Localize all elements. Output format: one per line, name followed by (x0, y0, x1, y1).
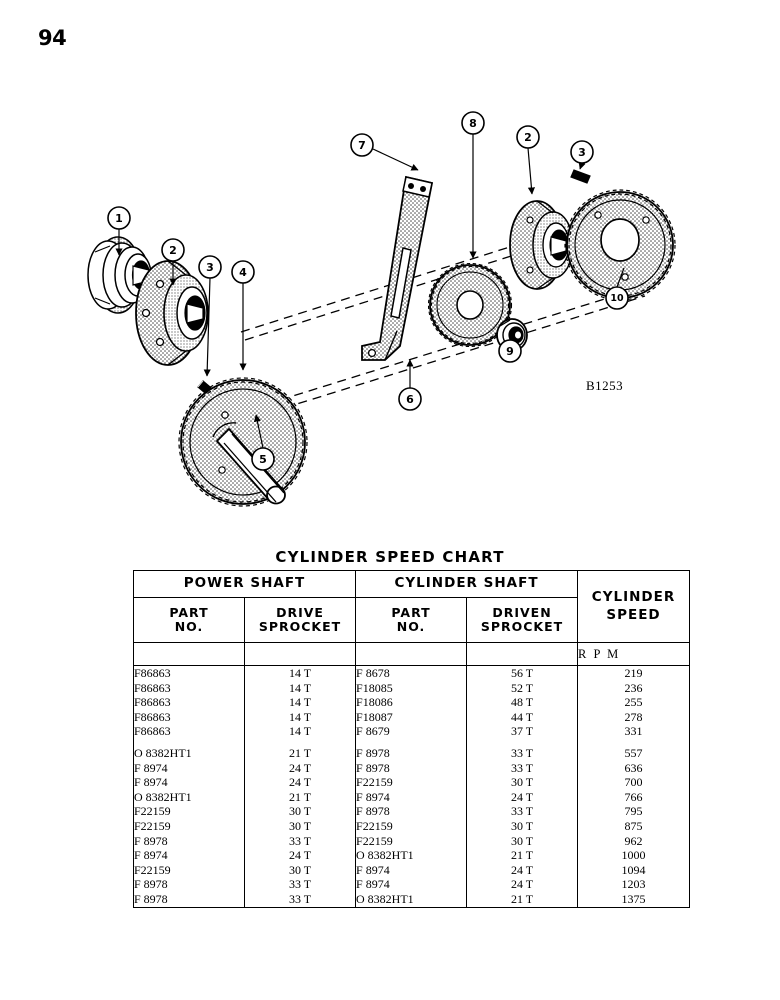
cell-rpm: 1203 (621, 877, 646, 892)
cell-power_part: F 8978 (134, 877, 168, 892)
row-spacer (578, 739, 689, 746)
cell-cylinder_part: F22159 (356, 818, 393, 833)
cell-cylinder_part: F 8974 (356, 789, 390, 804)
cell-rpm: 219 (624, 666, 643, 680)
cell-drive_sprocket: 24 T (288, 775, 312, 790)
cell-driven_sprocket: 48 T (510, 695, 534, 710)
cell-drive_sprocket: 30 T (288, 862, 312, 877)
header-power-shaft: POWER SHAFT (134, 571, 356, 598)
header-spacer-4 (467, 643, 578, 666)
cell-drive_sprocket: 33 T (288, 877, 312, 892)
callout-2b (517, 126, 539, 148)
cylinder-speed-chart-table (133, 570, 690, 908)
cell-driven_sprocket: 24 T (510, 877, 534, 892)
callout-label-8: 8 (469, 117, 477, 130)
cell-driven_sprocket: 56 T (510, 666, 534, 680)
header-cylinder-part-line2: NO. (396, 619, 426, 634)
callout-label-1: 1 (115, 212, 123, 225)
cell-power_part: O 8382HT1 (134, 789, 192, 804)
callout-label-6: 6 (406, 393, 414, 406)
cell-power_part: F86863 (134, 724, 171, 739)
cell-cylinder_part: F 8678 (356, 666, 390, 680)
header-cylinder-speed-line1: CYLINDER (591, 588, 676, 605)
cell-drive_sprocket: 21 T (288, 745, 312, 760)
idler-arm-part7 (362, 177, 432, 360)
cell-driven_sprocket: 21 T (510, 848, 534, 863)
cell-cylinder_part: O 8382HT1 (356, 848, 414, 863)
callout-label-3: 3 (206, 261, 214, 274)
header-spacer-2 (245, 643, 356, 666)
cell-cylinder_part: F 8679 (356, 724, 390, 739)
cell-power_part: F86863 (134, 709, 171, 724)
cell-rpm: 278 (624, 709, 643, 724)
table-data-block (134, 666, 690, 908)
cell-power_part: F22159 (134, 862, 171, 877)
cell-power_part: F 8974 (134, 760, 168, 775)
cell-rpm: 1375 (621, 891, 646, 906)
cell-driven_sprocket: 33 T (510, 804, 534, 819)
figure-reference: B1253 (586, 378, 624, 393)
cell-cylinder_part: F 8978 (356, 745, 390, 760)
callout-label-5: 5 (259, 453, 267, 466)
callout-1 (108, 207, 130, 229)
cell-power_part: F86863 (134, 680, 171, 695)
cell-drive_sprocket: 30 T (288, 818, 312, 833)
callout-label-7: 7 (358, 139, 366, 152)
cell-driven_sprocket: 30 T (510, 833, 534, 848)
callout-3b (571, 141, 593, 163)
cell-cylinder_part: F18085 (356, 680, 393, 695)
cell-cylinder_part: F 8974 (356, 877, 390, 892)
cell-rpm: 1000 (621, 848, 646, 863)
header-power-part-line1: PART (169, 604, 209, 620)
cell-cylinder_part: F 8978 (356, 760, 390, 775)
header-drive-sprocket-line2: SPROCKET (258, 619, 342, 634)
cell-driven_sprocket: 52 T (510, 680, 534, 695)
column-power-shaft-part-no (134, 666, 245, 908)
cell-power_part: F86863 (134, 666, 171, 680)
callout-label-9: 9 (506, 345, 514, 358)
cell-driven_sprocket: 24 T (510, 789, 534, 804)
callout-3 (199, 256, 221, 278)
flanged-hub-left-part2 (136, 261, 208, 365)
cell-drive_sprocket: 33 T (288, 891, 312, 906)
cell-driven_sprocket: 21 T (510, 891, 534, 906)
table-body (134, 666, 690, 908)
header-driven-sprocket-line2: SPROCKET (480, 619, 564, 634)
cell-power_part: F 8974 (134, 775, 168, 790)
cell-driven_sprocket: 33 T (510, 760, 534, 775)
row-spacer (467, 739, 577, 746)
flanged-hub-right-part2 (510, 201, 573, 289)
cell-driven_sprocket: 30 T (510, 818, 534, 833)
cell-power_part: F 8978 (134, 833, 168, 848)
cell-rpm: 331 (624, 724, 643, 739)
cell-drive_sprocket: 30 T (288, 804, 312, 819)
row-spacer (356, 739, 466, 746)
cell-rpm: 636 (624, 760, 643, 775)
leader-3b (580, 163, 582, 169)
cell-drive_sprocket: 24 T (288, 760, 312, 775)
cell-drive_sprocket: 33 T (288, 833, 312, 848)
header-power-part-line2: NO. (174, 619, 204, 634)
callout-label-10: 10 (610, 293, 624, 304)
cell-drive_sprocket: 14 T (288, 709, 312, 724)
cell-power_part: F22159 (134, 804, 171, 819)
cell-driven_sprocket: 33 T (510, 745, 534, 760)
cell-power_part: F 8978 (134, 891, 168, 906)
header-driven-sprocket-line1: DRIVEN (492, 604, 552, 620)
callout-label-3b: 3 (578, 146, 586, 159)
leader-2b (528, 148, 532, 194)
column-driven-sprocket (467, 666, 578, 908)
cell-rpm: 875 (624, 818, 643, 833)
row-spacer (245, 739, 355, 746)
callout-6 (399, 388, 421, 410)
cell-cylinder_part: F22159 (356, 833, 393, 848)
callout-label-4: 4 (239, 266, 247, 279)
chart-title: CYLINDER SPEED CHART (275, 548, 505, 566)
cell-power_part: F22159 (134, 818, 171, 833)
cell-power_part: O 8382HT1 (134, 745, 192, 760)
header-driven-sprocket (467, 598, 578, 643)
cell-rpm: 766 (624, 789, 643, 804)
header-cylinder-speed-line2: SPEED (606, 606, 661, 623)
cell-rpm: 795 (624, 804, 643, 819)
cell-rpm: 557 (624, 745, 643, 760)
cell-cylinder_part: F22159 (356, 775, 393, 790)
cell-rpm: 700 (624, 775, 643, 790)
leader-7 (373, 149, 418, 170)
header-rpm-row (134, 643, 690, 666)
callout-4 (232, 261, 254, 283)
column-cylinder-shaft-part-no (356, 666, 467, 908)
cell-rpm: 236 (624, 680, 643, 695)
header-cylinder-part-no (356, 598, 467, 643)
callout-9 (499, 340, 521, 362)
callout-7 (351, 134, 373, 156)
cell-cylinder_part: O 8382HT1 (356, 891, 414, 906)
header-spacer-3 (356, 643, 467, 666)
parts-diagram (0, 70, 780, 520)
cell-drive_sprocket: 14 T (288, 680, 312, 695)
column-drive-sprocket (245, 666, 356, 908)
column-cylinder-speed-rpm (578, 666, 690, 908)
header-rpm: R P M (578, 643, 690, 666)
cell-drive_sprocket: 21 T (288, 789, 312, 804)
set-screw-right-part3 (571, 170, 590, 183)
callout-10 (606, 287, 628, 309)
cell-drive_sprocket: 14 T (288, 695, 312, 710)
row-spacer (134, 739, 244, 746)
header-cylinder-speed (578, 571, 690, 643)
cell-rpm: 962 (624, 833, 643, 848)
header-spacer-1 (134, 643, 245, 666)
cell-drive_sprocket: 14 T (288, 666, 312, 680)
callout-label-2: 2 (169, 244, 177, 257)
header-power-part-no (134, 598, 245, 643)
callout-5 (252, 448, 274, 470)
cell-drive_sprocket: 24 T (288, 848, 312, 863)
header-cylinder-shaft: CYLINDER SHAFT (356, 571, 578, 598)
cell-rpm: 1094 (621, 862, 646, 877)
header-cylinder-part-line1: PART (391, 604, 431, 620)
cell-rpm: 255 (624, 695, 643, 710)
header-group-row (134, 571, 690, 598)
callout-8 (462, 112, 484, 134)
cell-driven_sprocket: 44 T (510, 709, 534, 724)
callout-label-2b: 2 (524, 131, 532, 144)
cell-cylinder_part: F18087 (356, 709, 393, 724)
page-number: 94 (38, 26, 67, 50)
cell-power_part: F 8974 (134, 848, 168, 863)
cell-cylinder_part: F 8974 (356, 862, 390, 877)
table-header (134, 571, 690, 666)
cell-driven_sprocket: 30 T (510, 775, 534, 790)
cell-power_part: F86863 (134, 695, 171, 710)
cell-driven_sprocket: 37 T (510, 724, 534, 739)
callout-2 (162, 239, 184, 261)
header-drive-sprocket (245, 598, 356, 643)
leader-3 (207, 278, 210, 376)
header-drive-sprocket-line1: DRIVE (276, 604, 324, 620)
cell-cylinder_part: F18086 (356, 695, 393, 710)
cell-driven_sprocket: 24 T (510, 862, 534, 877)
driven-sprocket-part10 (565, 190, 675, 300)
cell-drive_sprocket: 14 T (288, 724, 312, 739)
cell-cylinder_part: F 8978 (356, 804, 390, 819)
